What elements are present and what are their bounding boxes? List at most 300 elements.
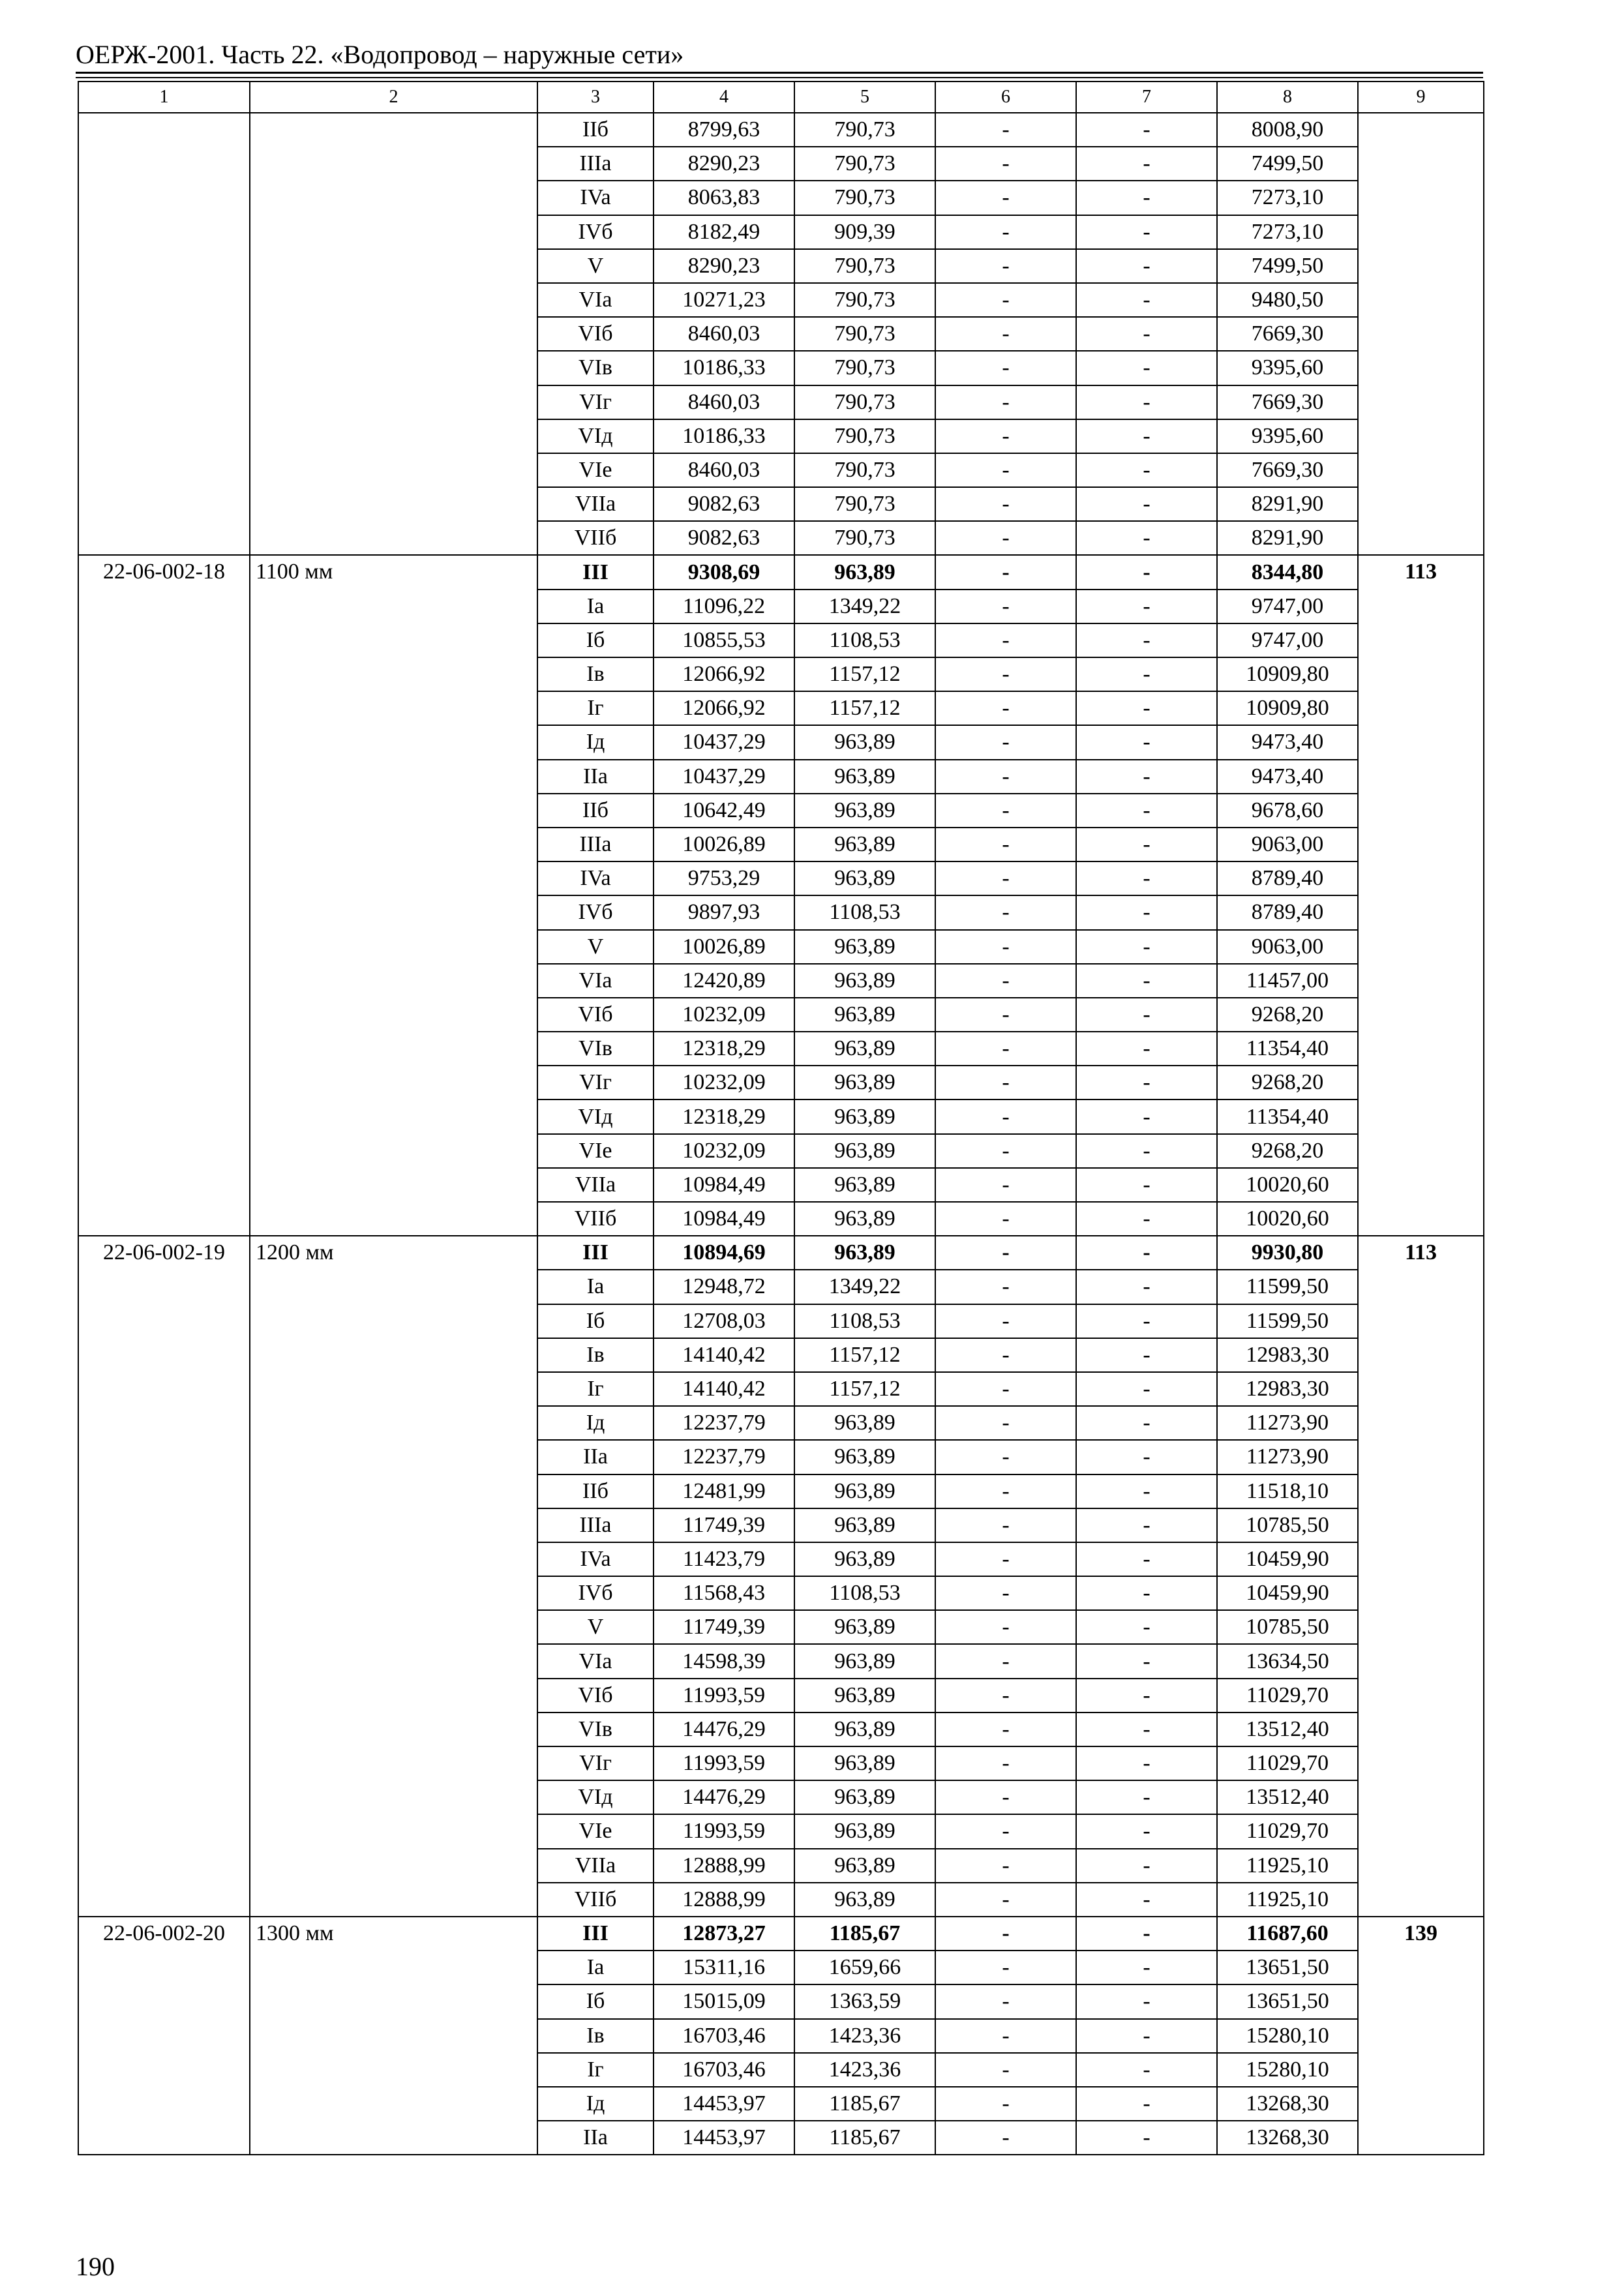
value-cell: 963,89 (794, 1066, 935, 1100)
value-cell: 1157,12 (794, 657, 935, 691)
value-cell: 963,89 (794, 1883, 935, 1917)
value-cell: - (935, 1849, 1076, 1883)
value-cell: - (935, 1508, 1076, 1542)
soil-group-cell: IIIa (537, 828, 654, 861)
value-cell: 963,89 (794, 1032, 935, 1066)
value-cell: - (935, 1917, 1076, 1951)
soil-group-cell: VIв (537, 1713, 654, 1746)
value-cell: - (1076, 1406, 1217, 1440)
value-cell: - (935, 1984, 1076, 2018)
value-cell: - (1076, 1338, 1217, 1372)
value-cell: - (935, 794, 1076, 828)
soil-group-cell: IVa (537, 861, 654, 895)
value-cell: 963,89 (794, 1780, 935, 1814)
value-cell: - (935, 215, 1076, 249)
value-cell: 10026,89 (654, 828, 794, 861)
soil-group-cell: VIIб (537, 1883, 654, 1917)
value-cell: - (935, 657, 1076, 691)
pipe-diameter: 1200 мм (250, 1236, 537, 1917)
value-cell: - (935, 1713, 1076, 1746)
value-cell: 15015,09 (654, 1984, 794, 2018)
table-row (78, 1236, 1484, 1270)
soil-group-cell: Ia (537, 1951, 654, 1984)
value-cell: - (935, 1032, 1076, 1066)
value-cell: 963,89 (794, 1814, 935, 1848)
rate-code (78, 113, 250, 555)
soil-group-cell: IVa (537, 1542, 654, 1576)
value-cell: 12420,89 (654, 964, 794, 998)
soil-group-cell: Iб (537, 1984, 654, 2018)
value-cell: - (1076, 1746, 1217, 1780)
value-cell: 10894,69 (654, 1236, 794, 1270)
value-cell: 10020,60 (1217, 1168, 1358, 1202)
value-cell: 790,73 (794, 419, 935, 453)
value-cell: 8789,40 (1217, 895, 1358, 929)
value-cell: 790,73 (794, 249, 935, 283)
value-cell: 11273,90 (1217, 1406, 1358, 1440)
value-cell: 963,89 (794, 998, 935, 1032)
value-cell: - (1076, 1542, 1217, 1576)
value-cell: - (935, 1372, 1076, 1406)
value-cell: - (935, 1100, 1076, 1133)
soil-group-cell: VIб (537, 998, 654, 1032)
value-cell: 12318,29 (654, 1100, 794, 1133)
value-cell: - (1076, 249, 1217, 283)
value-cell: 1185,67 (794, 2121, 935, 2155)
soil-group-cell: IVб (537, 215, 654, 249)
value-cell: 11354,40 (1217, 1032, 1358, 1066)
value-cell: - (1076, 1644, 1217, 1678)
value-cell: 10232,09 (654, 1134, 794, 1168)
soil-group-cell: VIa (537, 1644, 654, 1678)
value-cell: - (1076, 1984, 1217, 2018)
value-cell: - (935, 861, 1076, 895)
value-cell: 1108,53 (794, 623, 935, 657)
value-cell: - (1076, 794, 1217, 828)
value-cell: - (1076, 215, 1217, 249)
value-cell: 11925,10 (1217, 1883, 1358, 1917)
value-cell: 963,89 (794, 1236, 935, 1270)
value-cell: 7669,30 (1217, 453, 1358, 487)
value-cell: 11457,00 (1217, 964, 1358, 998)
column-number: 6 (935, 82, 1076, 113)
value-cell: - (1076, 1372, 1217, 1406)
value-cell: 11749,39 (654, 1508, 794, 1542)
value-cell: - (1076, 385, 1217, 419)
value-cell: 963,89 (794, 1508, 935, 1542)
value-cell: - (1076, 964, 1217, 998)
value-cell: 9268,20 (1217, 998, 1358, 1032)
value-cell: 11993,59 (654, 1746, 794, 1780)
value-cell: - (935, 385, 1076, 419)
soil-group-cell: IVб (537, 895, 654, 929)
value-cell: - (935, 351, 1076, 385)
soil-group-cell: V (537, 930, 654, 964)
value-cell: - (1076, 1610, 1217, 1644)
value-cell: 10026,89 (654, 930, 794, 964)
value-cell: 963,89 (794, 1134, 935, 1168)
soil-group-cell: IIб (537, 794, 654, 828)
value-cell: - (1076, 487, 1217, 521)
value-cell: 13268,30 (1217, 2121, 1358, 2155)
value-cell: 12888,99 (654, 1849, 794, 1883)
value-cell: 11599,50 (1217, 1270, 1358, 1304)
value-cell: 12066,92 (654, 657, 794, 691)
value-cell: 8799,63 (654, 113, 794, 147)
value-cell: 963,89 (794, 1168, 935, 1202)
value-cell: 14140,42 (654, 1338, 794, 1372)
value-cell: - (1076, 113, 1217, 147)
value-cell: - (935, 2019, 1076, 2053)
value-cell: - (1076, 1951, 1217, 1984)
value-cell: - (935, 1610, 1076, 1644)
value-cell: 13512,40 (1217, 1780, 1358, 1814)
value-cell: - (935, 1746, 1076, 1780)
value-cell: 8290,23 (654, 249, 794, 283)
value-cell: 9395,60 (1217, 419, 1358, 453)
value-cell: 10271,23 (654, 283, 794, 317)
value-cell: 11568,43 (654, 1576, 794, 1610)
column-number: 5 (794, 82, 935, 113)
value-cell: 1423,36 (794, 2053, 935, 2087)
value-cell: 9473,40 (1217, 760, 1358, 794)
soil-group-cell: IVa (537, 181, 654, 215)
value-cell: 14476,29 (654, 1713, 794, 1746)
value-cell: - (1076, 623, 1217, 657)
value-cell: - (935, 487, 1076, 521)
value-cell: - (935, 147, 1076, 181)
value-cell: - (1076, 2087, 1217, 2121)
value-cell: 11993,59 (654, 1814, 794, 1848)
value-cell: 11096,22 (654, 590, 794, 623)
value-cell: - (935, 1168, 1076, 1202)
value-cell: 12948,72 (654, 1270, 794, 1304)
value-cell: 12237,79 (654, 1406, 794, 1440)
value-cell: 12318,29 (654, 1032, 794, 1066)
header-rule-thick (76, 72, 1483, 74)
soil-group-cell: IIб (537, 1474, 654, 1508)
value-cell: - (1076, 657, 1217, 691)
value-cell: - (1076, 1508, 1217, 1542)
value-cell: 9308,69 (654, 555, 794, 589)
soil-group-cell: Iд (537, 1406, 654, 1440)
value-cell: - (935, 1338, 1076, 1372)
value-cell: - (1076, 1780, 1217, 1814)
soil-group-cell: IIa (537, 2121, 654, 2155)
column-number: 9 (1358, 82, 1484, 113)
reference-number (1358, 113, 1484, 555)
table-row (78, 555, 1484, 589)
soil-group-cell: IIб (537, 113, 654, 147)
soil-group-cell: IIIa (537, 147, 654, 181)
value-cell: - (1076, 1270, 1217, 1304)
value-cell: 13651,50 (1217, 1951, 1358, 1984)
value-cell: - (1076, 351, 1217, 385)
value-cell: 12983,30 (1217, 1338, 1358, 1372)
value-cell: 790,73 (794, 351, 935, 385)
pipe-diameter: 1300 мм (250, 1917, 537, 2155)
value-cell: 963,89 (794, 725, 935, 759)
value-cell: 14453,97 (654, 2087, 794, 2121)
value-cell: - (1076, 1134, 1217, 1168)
value-cell: 12481,99 (654, 1474, 794, 1508)
value-cell: - (935, 1440, 1076, 1474)
value-cell: 963,89 (794, 760, 935, 794)
value-cell: 8291,90 (1217, 487, 1358, 521)
value-cell: 1349,22 (794, 1270, 935, 1304)
soil-group-cell: VIIa (537, 487, 654, 521)
soil-group-cell: V (537, 1610, 654, 1644)
value-cell: - (935, 1883, 1076, 1917)
value-cell: - (1076, 1100, 1217, 1133)
value-cell: 790,73 (794, 181, 935, 215)
value-cell: - (935, 1134, 1076, 1168)
value-cell: 10459,90 (1217, 1576, 1358, 1610)
value-cell: 12708,03 (654, 1304, 794, 1338)
value-cell: 8344,80 (1217, 555, 1358, 589)
value-cell: - (1076, 1032, 1217, 1066)
soil-group-cell: VIд (537, 1780, 654, 1814)
soil-group-cell: VIa (537, 283, 654, 317)
value-cell: 963,89 (794, 1542, 935, 1576)
value-cell: - (1076, 930, 1217, 964)
value-cell: - (1076, 1917, 1217, 1951)
value-cell: - (935, 828, 1076, 861)
value-cell: 790,73 (794, 487, 935, 521)
value-cell: 790,73 (794, 317, 935, 351)
soil-group-cell: III (537, 1236, 654, 1270)
value-cell: 1185,67 (794, 1917, 935, 1951)
value-cell: - (935, 964, 1076, 998)
value-cell: 10459,90 (1217, 1542, 1358, 1576)
value-cell: - (1076, 1066, 1217, 1100)
page-number: 190 (76, 2252, 115, 2281)
value-cell: 10437,29 (654, 725, 794, 759)
value-cell: 1108,53 (794, 1576, 935, 1610)
value-cell: 790,73 (794, 453, 935, 487)
soil-group-cell: Iг (537, 1372, 654, 1406)
value-cell: - (935, 1304, 1076, 1338)
value-cell: 15311,16 (654, 1951, 794, 1984)
value-cell: 7273,10 (1217, 181, 1358, 215)
value-cell: - (1076, 317, 1217, 351)
value-cell: - (935, 1576, 1076, 1610)
soil-group-cell: III (537, 1917, 654, 1951)
value-cell: 10232,09 (654, 998, 794, 1032)
value-cell: 8063,83 (654, 181, 794, 215)
soil-group-cell: V (537, 249, 654, 283)
value-cell: 10984,49 (654, 1168, 794, 1202)
value-cell: 9480,50 (1217, 283, 1358, 317)
pipe-diameter: 1100 мм (250, 555, 537, 1236)
value-cell: - (1076, 760, 1217, 794)
soil-group-cell: VIIб (537, 1202, 654, 1236)
value-cell: - (1076, 2053, 1217, 2087)
value-cell: - (1076, 283, 1217, 317)
soil-group-cell: IIa (537, 760, 654, 794)
value-cell: 14453,97 (654, 2121, 794, 2155)
soil-group-cell: VIд (537, 419, 654, 453)
value-cell: 10437,29 (654, 760, 794, 794)
value-cell: - (1076, 1168, 1217, 1202)
soil-group-cell: Iб (537, 623, 654, 657)
value-cell: 9747,00 (1217, 590, 1358, 623)
value-cell: 10020,60 (1217, 1202, 1358, 1236)
value-cell: 1349,22 (794, 590, 935, 623)
value-cell: 790,73 (794, 385, 935, 419)
table-body (78, 113, 1484, 2155)
value-cell: 963,89 (794, 828, 935, 861)
value-cell: 8460,03 (654, 453, 794, 487)
value-cell: 10186,33 (654, 419, 794, 453)
value-cell: 9268,20 (1217, 1134, 1358, 1168)
value-cell: - (935, 283, 1076, 317)
rate-code: 22-06-002-20 (78, 1917, 250, 2155)
soil-group-cell: VIг (537, 385, 654, 419)
value-cell: 10785,50 (1217, 1610, 1358, 1644)
value-cell: 11518,10 (1217, 1474, 1358, 1508)
value-cell: 963,89 (794, 1610, 935, 1644)
value-cell: 909,39 (794, 215, 935, 249)
column-number: 8 (1217, 82, 1358, 113)
value-cell: 1108,53 (794, 1304, 935, 1338)
value-cell: - (935, 760, 1076, 794)
value-cell: - (935, 2087, 1076, 2121)
value-cell: 1157,12 (794, 1372, 935, 1406)
soil-group-cell: VIв (537, 351, 654, 385)
value-cell: 14140,42 (654, 1372, 794, 1406)
value-cell: 9063,00 (1217, 828, 1358, 861)
soil-group-cell: Iг (537, 2053, 654, 2087)
value-cell: - (935, 521, 1076, 555)
soil-group-cell: VIa (537, 964, 654, 998)
value-cell: 11993,59 (654, 1679, 794, 1713)
value-cell: - (1076, 419, 1217, 453)
value-cell: 11029,70 (1217, 1814, 1358, 1848)
value-cell: 13651,50 (1217, 1984, 1358, 2018)
value-cell: 10855,53 (654, 623, 794, 657)
value-cell: - (1076, 453, 1217, 487)
value-cell: - (1076, 895, 1217, 929)
value-cell: 9930,80 (1217, 1236, 1358, 1270)
header-rule-thin (76, 77, 1483, 78)
value-cell: 7499,50 (1217, 147, 1358, 181)
value-cell: 790,73 (794, 283, 935, 317)
value-cell: 963,89 (794, 794, 935, 828)
soil-group-cell: Iб (537, 1304, 654, 1338)
value-cell: 963,89 (794, 1746, 935, 1780)
value-cell: - (1076, 2019, 1217, 2053)
value-cell: 8789,40 (1217, 861, 1358, 895)
value-cell: 11273,90 (1217, 1440, 1358, 1474)
value-cell: 13634,50 (1217, 1644, 1358, 1678)
value-cell: 11599,50 (1217, 1304, 1358, 1338)
value-cell: 11029,70 (1217, 1679, 1358, 1713)
value-cell: - (1076, 998, 1217, 1032)
value-cell: 963,89 (794, 1202, 935, 1236)
value-cell: 16703,46 (654, 2019, 794, 2053)
value-cell: 8008,90 (1217, 113, 1358, 147)
value-cell: 10232,09 (654, 1066, 794, 1100)
value-cell: 9063,00 (1217, 930, 1358, 964)
table-row (78, 113, 1484, 147)
soil-group-cell: Iд (537, 725, 654, 759)
value-cell: - (935, 2053, 1076, 2087)
value-cell: 9678,60 (1217, 794, 1358, 828)
value-cell: - (935, 419, 1076, 453)
value-cell: - (1076, 1304, 1217, 1338)
value-cell: - (935, 691, 1076, 725)
value-cell: - (935, 249, 1076, 283)
reference-number: 113 (1358, 555, 1484, 1236)
soil-group-cell: IIIa (537, 1508, 654, 1542)
value-cell: 15280,10 (1217, 2053, 1358, 2087)
value-cell: 963,89 (794, 1440, 935, 1474)
value-cell: - (935, 1406, 1076, 1440)
value-cell: 1363,59 (794, 1984, 935, 2018)
soil-group-cell: Ia (537, 590, 654, 623)
value-cell: 963,89 (794, 930, 935, 964)
value-cell: - (1076, 1713, 1217, 1746)
value-cell: 10909,80 (1217, 657, 1358, 691)
value-cell: 11423,79 (654, 1542, 794, 1576)
value-cell: 963,89 (794, 1849, 935, 1883)
value-cell: - (1076, 1440, 1217, 1474)
value-cell: 7499,50 (1217, 249, 1358, 283)
soil-group-cell: VIг (537, 1746, 654, 1780)
value-cell: 12983,30 (1217, 1372, 1358, 1406)
value-cell: 11925,10 (1217, 1849, 1358, 1883)
value-cell: - (935, 1814, 1076, 1848)
value-cell: - (935, 590, 1076, 623)
value-cell: 10186,33 (654, 351, 794, 385)
value-cell: 8291,90 (1217, 521, 1358, 555)
value-cell: 11029,70 (1217, 1746, 1358, 1780)
value-cell: - (935, 725, 1076, 759)
value-cell: 12237,79 (654, 1440, 794, 1474)
value-cell: 8460,03 (654, 317, 794, 351)
value-cell: - (1076, 1474, 1217, 1508)
reference-number: 113 (1358, 1236, 1484, 1917)
value-cell: - (935, 555, 1076, 589)
value-cell: - (1076, 555, 1217, 589)
soil-group-cell: Iв (537, 2019, 654, 2053)
value-cell: 963,89 (794, 1644, 935, 1678)
value-cell: - (935, 181, 1076, 215)
value-cell: 9395,60 (1217, 351, 1358, 385)
value-cell: 11749,39 (654, 1610, 794, 1644)
value-cell: - (935, 930, 1076, 964)
column-number: 1 (78, 82, 250, 113)
soil-group-cell: VIe (537, 453, 654, 487)
value-cell: - (935, 1066, 1076, 1100)
value-cell: 9082,63 (654, 521, 794, 555)
value-cell: 963,89 (794, 1474, 935, 1508)
price-table (78, 81, 1484, 2155)
value-cell: 10642,49 (654, 794, 794, 828)
value-cell: 13268,30 (1217, 2087, 1358, 2121)
soil-group-cell: VIб (537, 317, 654, 351)
value-cell: - (935, 1236, 1076, 1270)
value-cell: 7273,10 (1217, 215, 1358, 249)
value-cell: 790,73 (794, 521, 935, 555)
soil-group-cell: VIб (537, 1679, 654, 1713)
page-header: ОЕРЖ-2001. Часть 22. «Водопровод – наружные сети» (76, 40, 684, 69)
value-cell: - (935, 113, 1076, 147)
pipe-diameter (250, 113, 537, 555)
soil-group-cell: IVб (537, 1576, 654, 1610)
rate-code: 22-06-002-18 (78, 555, 250, 1236)
